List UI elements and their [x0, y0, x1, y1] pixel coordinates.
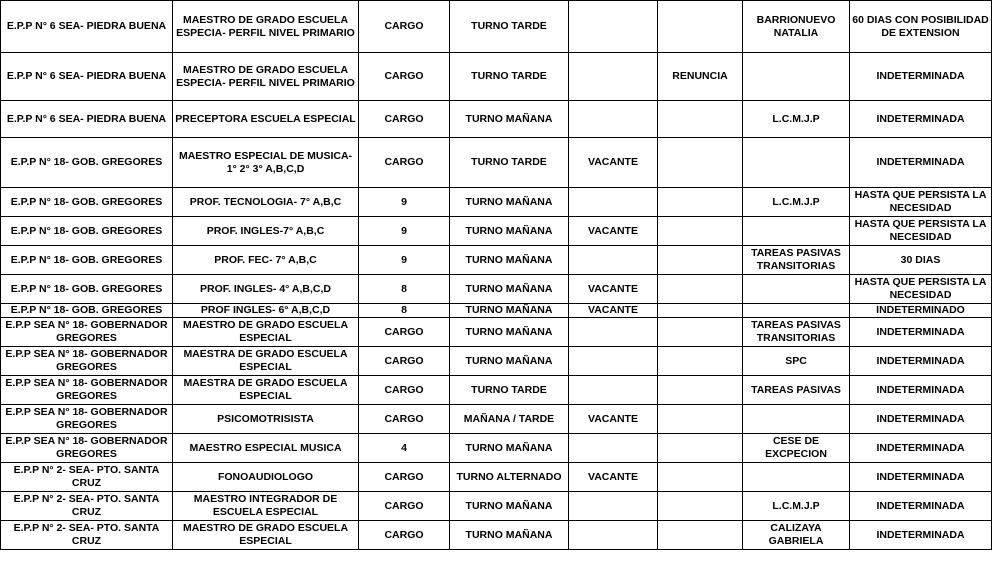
- shift-cell: MAÑANA / TARDE: [450, 405, 569, 434]
- position-cell: PROF INGLES- 6° A,B,C,D: [173, 304, 359, 318]
- reason-cell: [569, 53, 658, 101]
- reason-cell: [569, 492, 658, 521]
- duration-cell: INDETERMINADA: [850, 347, 992, 376]
- school-cell: E.P.P N° 2- SEA- PTO. SANTA CRUZ: [1, 492, 173, 521]
- duration-cell: INDETERMINADO: [850, 304, 992, 318]
- school-cell: E.P.P N° 2- SEA- PTO. SANTA CRUZ: [1, 463, 173, 492]
- position-cell: MAESTRO ESPECIAL DE MUSICA- 1° 2° 3° A,B,C,D: [173, 138, 359, 188]
- table-row: [1, 101, 992, 138]
- type-cell: 8: [359, 275, 450, 304]
- school-cell: E.P.P N° 6 SEA- PIEDRA BUENA: [1, 101, 173, 138]
- type-cell: CARGO: [359, 1, 450, 53]
- duration-cell: INDETERMINADA: [850, 101, 992, 138]
- reason-cell: [569, 347, 658, 376]
- status-cell: [658, 275, 743, 304]
- status-cell: [658, 1, 743, 53]
- status-cell: [658, 347, 743, 376]
- reason-cell: [569, 521, 658, 550]
- holder-cell: L.C.M.J.P: [743, 492, 850, 521]
- reason-cell: [569, 1, 658, 53]
- reason-cell: VACANTE: [569, 217, 658, 246]
- school-cell: E.P.P N° 6 SEA- PIEDRA BUENA: [1, 53, 173, 101]
- position-cell: MAESTRO INTEGRADOR DE ESCUELA ESPECIAL: [173, 492, 359, 521]
- school-cell: E.P.P N° 2- SEA- PTO. SANTA CRUZ: [1, 521, 173, 550]
- shift-cell: TURNO MAÑANA: [450, 318, 569, 347]
- type-cell: 9: [359, 217, 450, 246]
- reason-cell: [569, 246, 658, 275]
- status-cell: [658, 376, 743, 405]
- shift-cell: TURNO MAÑANA: [450, 304, 569, 318]
- position-cell: MAESTRO DE GRADO ESCUELA ESPECIAL: [173, 318, 359, 347]
- holder-cell: BARRIONUEVO NATALIA: [743, 1, 850, 53]
- shift-cell: TURNO MAÑANA: [450, 246, 569, 275]
- duration-cell: 30 DIAS: [850, 246, 992, 275]
- duration-cell: INDETERMINADA: [850, 53, 992, 101]
- status-cell: [658, 492, 743, 521]
- status-cell: [658, 434, 743, 463]
- holder-cell: TAREAS PASIVAS: [743, 376, 850, 405]
- type-cell: CARGO: [359, 347, 450, 376]
- position-cell: MAESTRA DE GRADO ESCUELA ESPECIAL: [173, 347, 359, 376]
- shift-cell: TURNO MAÑANA: [450, 275, 569, 304]
- holder-cell: [743, 275, 850, 304]
- type-cell: CARGO: [359, 492, 450, 521]
- table-row: [1, 304, 992, 318]
- reason-cell: [569, 434, 658, 463]
- type-cell: CARGO: [359, 376, 450, 405]
- type-cell: CARGO: [359, 101, 450, 138]
- school-cell: E.P.P N° 18- GOB. GREGORES: [1, 275, 173, 304]
- duration-cell: INDETERMINADA: [850, 376, 992, 405]
- status-cell: [658, 188, 743, 217]
- shift-cell: TURNO TARDE: [450, 1, 569, 53]
- type-cell: CARGO: [359, 463, 450, 492]
- status-cell: [658, 101, 743, 138]
- table-row: [1, 347, 992, 376]
- holder-cell: CALIZAYA GABRIELA: [743, 521, 850, 550]
- shift-cell: TURNO TARDE: [450, 376, 569, 405]
- shift-cell: TURNO MAÑANA: [450, 101, 569, 138]
- status-cell: [658, 463, 743, 492]
- shift-cell: TURNO TARDE: [450, 53, 569, 101]
- position-cell: MAESTRA DE GRADO ESCUELA ESPECIAL: [173, 376, 359, 405]
- type-cell: 8: [359, 304, 450, 318]
- duration-cell: INDETERMINADA: [850, 434, 992, 463]
- position-cell: MAESTRO DE GRADO ESCUELA ESPECIAL: [173, 521, 359, 550]
- position-cell: PROF. INGLES- 4° A,B,C,D: [173, 275, 359, 304]
- reason-cell: VACANTE: [569, 405, 658, 434]
- table-row: [1, 376, 992, 405]
- reason-cell: [569, 188, 658, 217]
- position-cell: PROF. TECNOLOGIA- 7° A,B,C: [173, 188, 359, 217]
- duration-cell: 60 DIAS CON POSIBILIDAD DE EXTENSION: [850, 1, 992, 53]
- shift-cell: TURNO ALTERNADO: [450, 463, 569, 492]
- status-cell: [658, 318, 743, 347]
- duration-cell: INDETERMINADA: [850, 492, 992, 521]
- table-row: [1, 1, 992, 53]
- status-cell: [658, 217, 743, 246]
- table-row: [1, 521, 992, 550]
- reason-cell: VACANTE: [569, 275, 658, 304]
- position-cell: PROF. INGLES-7° A,B,C: [173, 217, 359, 246]
- table-row: [1, 492, 992, 521]
- reason-cell: VACANTE: [569, 138, 658, 188]
- reason-cell: [569, 376, 658, 405]
- holder-cell: [743, 217, 850, 246]
- type-cell: 9: [359, 188, 450, 217]
- school-cell: E.P.P N° 18- GOB. GREGORES: [1, 217, 173, 246]
- school-cell: E.P.P SEA N° 18- GOBERNADOR GREGORES: [1, 347, 173, 376]
- school-cell: E.P.P N° 18- GOB. GREGORES: [1, 304, 173, 318]
- table-row: [1, 463, 992, 492]
- reason-cell: [569, 101, 658, 138]
- holder-cell: L.C.M.J.P: [743, 101, 850, 138]
- shift-cell: TURNO MAÑANA: [450, 217, 569, 246]
- position-cell: MAESTRO DE GRADO ESCUELA ESPECIA- PERFIL NIVEL PRIMARIO: [173, 53, 359, 101]
- table-body: [1, 1, 992, 550]
- holder-cell: TAREAS PASIVAS TRANSITORIAS: [743, 318, 850, 347]
- shift-cell: TURNO MAÑANA: [450, 492, 569, 521]
- school-cell: E.P.P SEA N° 18- GOBERNADOR GREGORES: [1, 405, 173, 434]
- holder-cell: CESE DE EXCPECION: [743, 434, 850, 463]
- status-cell: [658, 521, 743, 550]
- duration-cell: HASTA QUE PERSISTA LA NECESIDAD: [850, 217, 992, 246]
- shift-cell: TURNO TARDE: [450, 138, 569, 188]
- duration-cell: INDETERMINADA: [850, 318, 992, 347]
- duration-cell: INDETERMINADA: [850, 521, 992, 550]
- table-row: [1, 405, 992, 434]
- duration-cell: INDETERMINADA: [850, 463, 992, 492]
- type-cell: 9: [359, 246, 450, 275]
- duration-cell: INDETERMINADA: [850, 405, 992, 434]
- table-row: [1, 53, 992, 101]
- holder-cell: SPC: [743, 347, 850, 376]
- position-cell: MAESTRO ESPECIAL MUSICA: [173, 434, 359, 463]
- position-cell: FONOAUDIOLOGO: [173, 463, 359, 492]
- school-cell: E.P.P SEA N° 18- GOBERNADOR GREGORES: [1, 376, 173, 405]
- duration-cell: HASTA QUE PERSISTA LA NECESIDAD: [850, 275, 992, 304]
- school-cell: E.P.P N° 18- GOB. GREGORES: [1, 246, 173, 275]
- table-row: [1, 318, 992, 347]
- duration-cell: HASTA QUE PERSISTA LA NECESIDAD: [850, 188, 992, 217]
- reason-cell: [569, 318, 658, 347]
- status-cell: [658, 246, 743, 275]
- reason-cell: VACANTE: [569, 463, 658, 492]
- table-row: [1, 217, 992, 246]
- holder-cell: [743, 53, 850, 101]
- holder-cell: [743, 138, 850, 188]
- table-row: [1, 434, 992, 463]
- table-row: [1, 188, 992, 217]
- school-cell: E.P.P N° 6 SEA- PIEDRA BUENA: [1, 1, 173, 53]
- table-row: [1, 138, 992, 188]
- duration-cell: INDETERMINADA: [850, 138, 992, 188]
- holder-cell: TAREAS PASIVAS TRANSITORIAS: [743, 246, 850, 275]
- shift-cell: TURNO MAÑANA: [450, 434, 569, 463]
- position-cell: MAESTRO DE GRADO ESCUELA ESPECIA- PERFIL NIVEL PRIMARIO: [173, 1, 359, 53]
- type-cell: CARGO: [359, 318, 450, 347]
- status-cell: [658, 138, 743, 188]
- holder-cell: [743, 304, 850, 318]
- type-cell: CARGO: [359, 138, 450, 188]
- table-row: [1, 275, 992, 304]
- position-cell: PROF. FEC- 7° A,B,C: [173, 246, 359, 275]
- shift-cell: TURNO MAÑANA: [450, 521, 569, 550]
- shift-cell: TURNO MAÑANA: [450, 188, 569, 217]
- reason-cell: VACANTE: [569, 304, 658, 318]
- school-cell: E.P.P SEA N° 18- GOBERNADOR GREGORES: [1, 318, 173, 347]
- type-cell: CARGO: [359, 405, 450, 434]
- shift-cell: TURNO MAÑANA: [450, 347, 569, 376]
- status-cell: [658, 405, 743, 434]
- school-cell: E.P.P SEA N° 18- GOBERNADOR GREGORES: [1, 434, 173, 463]
- holder-cell: L.C.M.J.P: [743, 188, 850, 217]
- table-row: [1, 246, 992, 275]
- status-cell: RENUNCIA: [658, 53, 743, 101]
- school-cell: E.P.P N° 18- GOB. GREGORES: [1, 138, 173, 188]
- position-cell: PRECEPTORA ESCUELA ESPECIAL: [173, 101, 359, 138]
- position-cell: PSICOMOTRISISTA: [173, 405, 359, 434]
- type-cell: CARGO: [359, 521, 450, 550]
- school-cell: E.P.P N° 18- GOB. GREGORES: [1, 188, 173, 217]
- status-cell: [658, 304, 743, 318]
- holder-cell: [743, 405, 850, 434]
- type-cell: 4: [359, 434, 450, 463]
- holder-cell: [743, 463, 850, 492]
- type-cell: CARGO: [359, 53, 450, 101]
